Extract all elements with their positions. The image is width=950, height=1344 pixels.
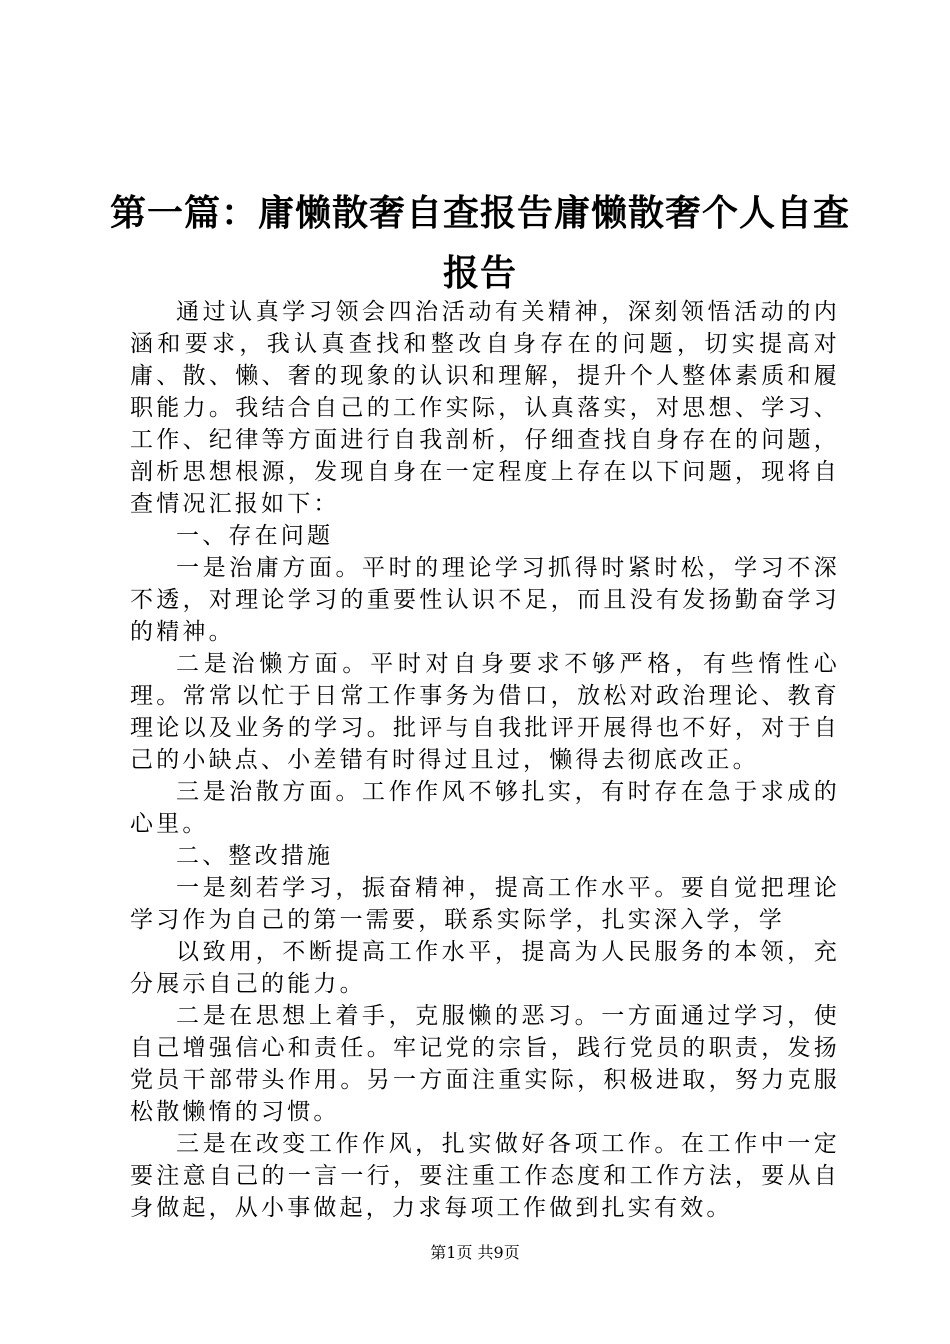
document-body [130, 296, 840, 1224]
paragraph-problem-3: 三是治散方面。工作作风不够扎实，有时存在急于求成的心里。 [130, 779, 840, 837]
page-footer: 第1页 共9页 [430, 1243, 520, 1262]
document-title: 第一篇：庸懒散奢自查报告庸懒散奢个人自查报告 [109, 193, 850, 295]
section-heading-problems: 一、存在问题 [176, 523, 334, 549]
paragraph-measure-1b: 以致用，不断提高工作水平，提高为人民服务的本领，充分展示自己的能力。 [130, 939, 840, 997]
paragraph-measure-2: 二是在思想上着手，克服懒的恶习。一方面通过学习，使自己增强信心和责任。牢记党的宗旨，践行党员的职责，发扬党员干部带头作用。另一方面注重实际，积极进取，努力克服松散懒惰的习惯。 [130, 1003, 840, 1125]
paragraph-problem-2: 二是治懒方面。平时对自身要求不够严格，有些惰性心理。常常以忙于日常工作事务为借口，放松对政治理论、教育理论以及业务的学习。批评与自我批评开展得也不好，对于自己的小缺点、小差错有时得过且过，懒得去彻底改正。 [130, 651, 840, 773]
paragraph-measure-1a: 一是刻若学习，振奋精神，提高工作水平。要自觉把理论学习作为自己的第一需要，联系实际学，扎实深入学，学 [130, 875, 840, 933]
paragraph-intro: 通过认真学习领会四治活动有关精神，深刻领悟活动的内涵和要求，我认真查找和整改自身存在的问题，切实提高对庸、散、懒、奢的现象的认识和理解，提升个人整体素质和履职能力。我结合自己的工作实际，认真落实，对思想、学习、工作、纪律等方面进行自我剖析，仔细查找自身存在的问题，剖析思想根源，发现自身在一定程度上存在以下问题，现将自查情况汇报如下： [130, 299, 840, 517]
paragraph-measure-3: 三是在改变工作作风，扎实做好各项工作。在工作中一定要注意自己的一言一行，要注重工作态度和工作方法，要从自身做起，从小事做起，力求每项工作做到扎实有效。 [130, 1131, 840, 1221]
paragraph-problem-1: 一是治庸方面。平时的理论学习抓得时紧时松，学习不深不透，对理论学习的重要性认识不足，而且没有发扬勤奋学习的精神。 [130, 555, 840, 645]
section-heading-measures: 二、整改措施 [176, 843, 334, 869]
